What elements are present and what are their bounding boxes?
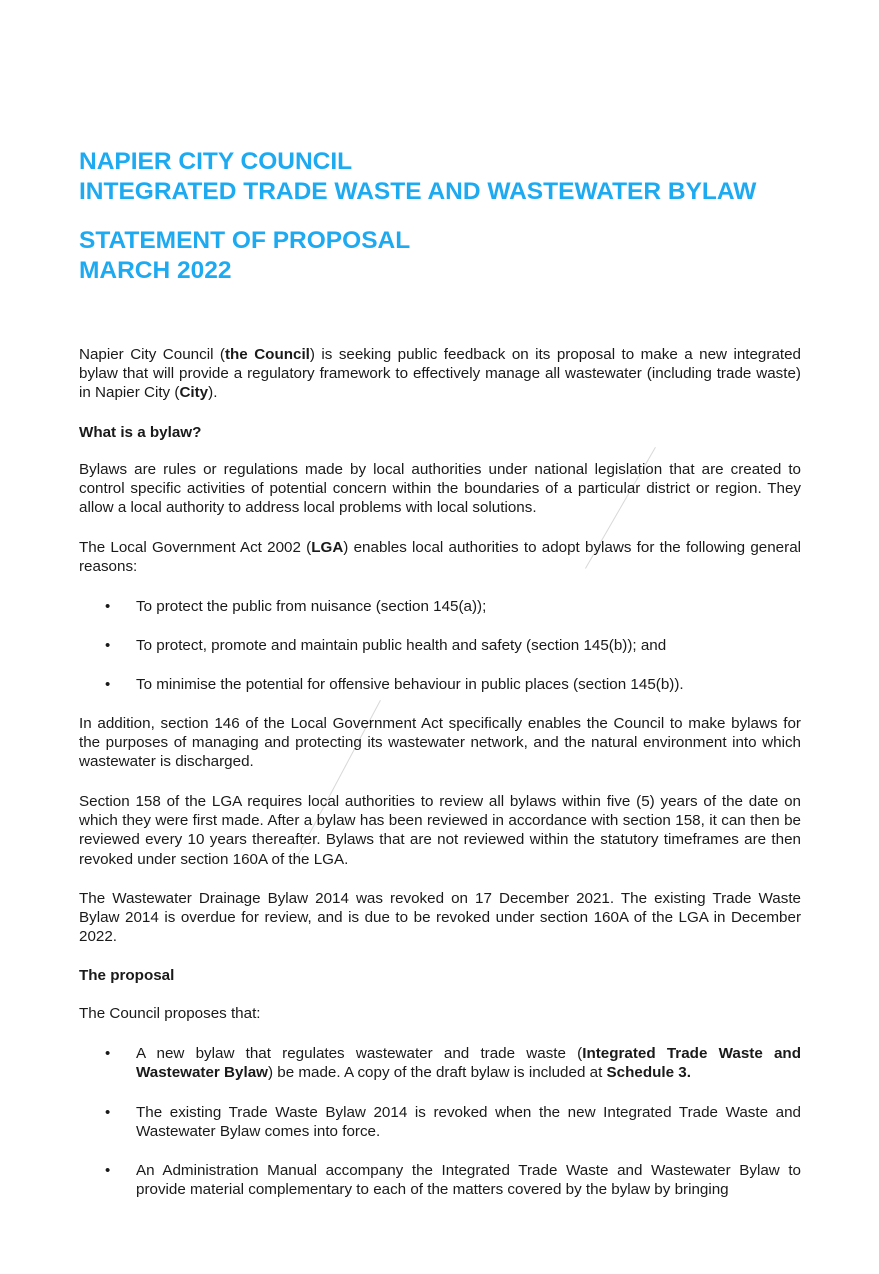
bullet-icon: •	[105, 1162, 111, 1179]
section-146-paragraph: In addition, section 146 of the Local Government Act specifically enables the Council to make bylaws for the purposes of managing and protecting its wastewater network, and the natural environment into which wastewater is discharged.	[79, 715, 801, 771]
bullet-text	[136, 1044, 801, 1082]
intro-text-1: Napier City Council (	[79, 346, 225, 363]
heading-the-proposal: The proposal	[79, 967, 175, 984]
bullet-icon: •	[105, 676, 111, 693]
bullet-text: To minimise the potential for offensive behaviour in public places (section 145(b)).	[136, 676, 684, 693]
bylaw-definition-paragraph: Bylaws are rules or regulations made by local authorities under national legislation that are created to control specific activities of potential concern within the boundaries of a particular district or region. They allow a local authority to address local problems with local solutions.	[79, 461, 801, 517]
intro-paragraph	[79, 345, 801, 403]
intro-bold-council: the Council	[224, 346, 310, 363]
list-item	[79, 1044, 801, 1082]
title-line-2: INTEGRATED TRADE WASTE AND WASTEWATER BYLAW	[79, 178, 757, 205]
lga-bold: LGA	[311, 539, 344, 556]
list-item	[79, 675, 801, 694]
bullet-icon: •	[105, 1045, 111, 1062]
title-line-1: NAPIER CITY COUNCIL	[79, 148, 353, 175]
lga-text-2: ) enables local authorities to adopt bylaws for the following general reasons:	[79, 539, 802, 576]
proposal-bullet1-bold-2: Schedule 3.	[606, 1064, 691, 1082]
proposal-intro: The Council proposes that:	[79, 1005, 261, 1022]
bullet-text: To protect the public from nuisance (section 145(a));	[136, 598, 487, 615]
bullet-icon: •	[105, 1104, 111, 1121]
document-title	[79, 147, 756, 207]
document-subtitle	[79, 226, 410, 286]
heading-what-is-bylaw: What is a bylaw?	[79, 424, 202, 441]
proposal-bullet1-text-1: A new bylaw that regulates wastewater and trade waste (	[136, 1045, 583, 1062]
list-item	[79, 636, 801, 655]
subtitle-line-2: MARCH 2022	[79, 257, 232, 284]
intro-text-2: ) is seeking public feedback on its proposal to make a new integrated bylaw that will provide a regulatory framework to effectively manage all wastewater (including trade waste) in Napier City (	[79, 346, 801, 402]
bullet-text: An Administration Manual accompany the Integrated Trade Waste and Wastewater Bylaw to provide material complementary to each of the matters covered by the bylaw by bringing	[136, 1162, 801, 1199]
bullet-icon: •	[105, 637, 111, 654]
proposal-bullet1-text-2: ) be made. A copy of the draft bylaw is included at	[267, 1064, 607, 1082]
list-item	[79, 1161, 801, 1199]
lga-paragraph	[79, 538, 801, 576]
bullet-icon: •	[105, 598, 111, 615]
section-158-paragraph: Section 158 of the LGA requires local authorities to review all bylaws within five (5) years of the date on which they were first made. After a bylaw has been reviewed in accordance with section 158, it can then be reviewed every 10 years thereafter. Bylaws that are not reviewed within the statutory timeframes are then revoked under section 160A of the LGA.	[79, 793, 801, 868]
intro-bold-city: City	[179, 384, 209, 402]
bullet-text: The existing Trade Waste Bylaw 2014 is revoked when the new Integrated Trade Waste and Wastewater Bylaw comes into force.	[136, 1104, 801, 1141]
revocation-paragraph: The Wastewater Drainage Bylaw 2014 was revoked on 17 December 2021. The existing Trade Waste Bylaw 2014 is overdue for review, and is due to be revoked under section 160A of the LGA in December 2022.	[79, 890, 801, 946]
intro-text-3: ).	[208, 384, 218, 402]
subtitle-line-1: STATEMENT OF PROPOSAL	[79, 227, 411, 254]
proposal-bullet1-bold-1: Integrated Trade Waste and Wastewater Bylaw	[136, 1045, 801, 1082]
list-item	[79, 1103, 801, 1141]
bullet-text: To protect, promote and maintain public health and safety (section 145(b)); and	[136, 637, 667, 654]
lga-text-1: The Local Government Act 2002 (	[79, 539, 312, 556]
list-item	[79, 597, 801, 616]
